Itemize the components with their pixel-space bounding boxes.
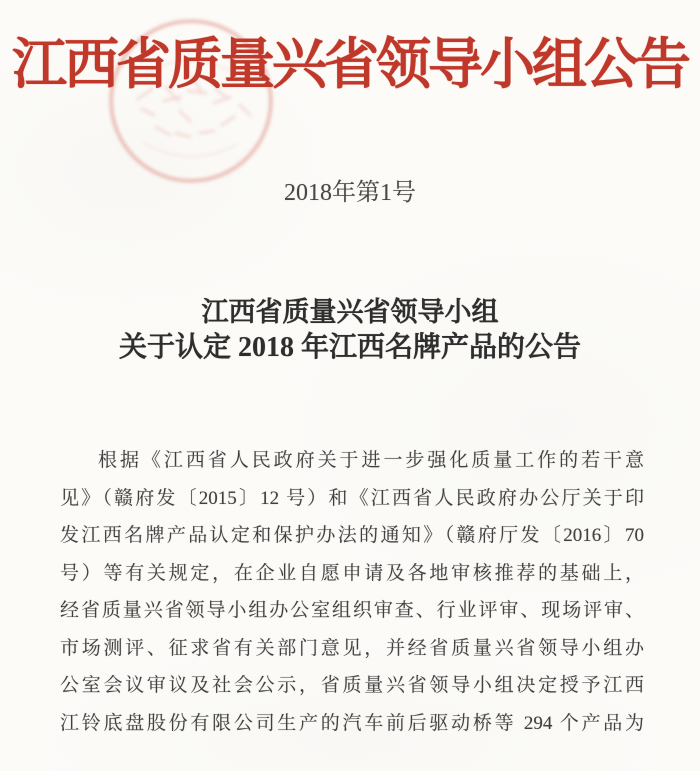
body-line: 江铃底盘股份有限公司生产的汽车前后驱动桥等 294 个产品为 bbox=[60, 712, 644, 734]
issue-number: 2018年第1号 bbox=[284, 180, 416, 206]
announcement-title: 江西省质量兴省领导小组公告 bbox=[11, 34, 688, 95]
body-line: 公室会议审议及社会公示，省质量兴省领导小组决定授予江西 bbox=[60, 675, 644, 696]
body-line: 市场测评、征求省有关部门意见，并经省质量兴省领导小组办 bbox=[60, 637, 644, 659]
body-line: 发江西名牌产品认定和保护办法的通知》（赣府厅发〔2016〕70 bbox=[60, 525, 644, 546]
body-line: 号）等有关规定，在企业自愿申请及各地审核推荐的基础上， bbox=[60, 562, 644, 584]
subtitle-line-2: 关于认定 2018 年江西名牌产品的公告 bbox=[118, 332, 581, 363]
body-paragraph bbox=[60, 442, 644, 742]
body-line: 根据《江西省人民政府关于进一步强化质量工作的若干意 bbox=[98, 450, 644, 471]
document-subtitle bbox=[0, 295, 700, 365]
body-line: 见》（赣府发〔2015〕12 号）和《江西省人民政府办公厅关于印 bbox=[60, 487, 644, 509]
body-line: 经省质量兴省领导小组办公室组织审查、行业评审、现场评审、 bbox=[60, 600, 644, 621]
subtitle-line-1: 江西省质量兴省领导小组 bbox=[201, 297, 499, 327]
